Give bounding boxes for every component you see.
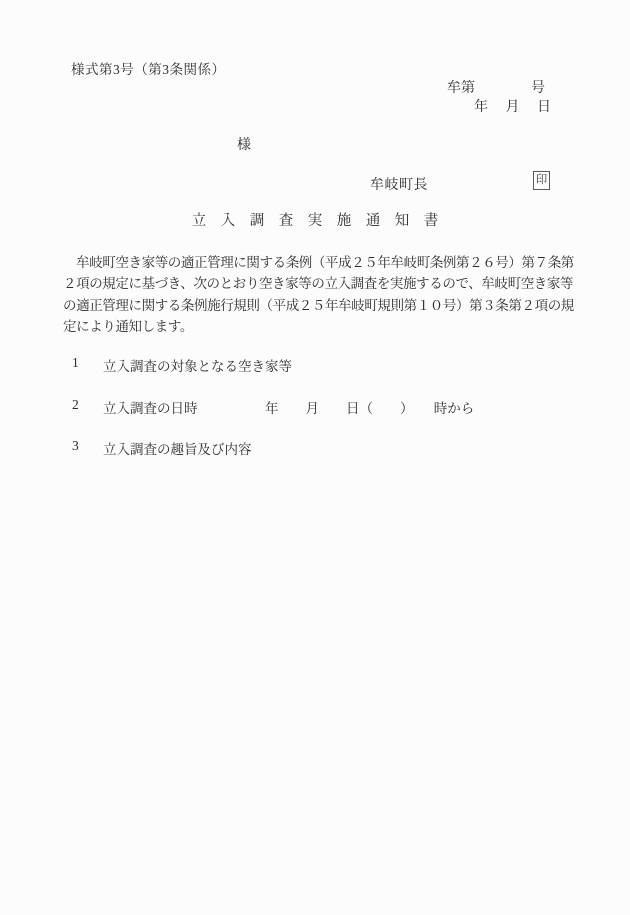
document-title: 立 入 調 査 実 施 通 知 書	[191, 213, 439, 229]
body-paragraph	[63, 252, 583, 337]
body-line: の適正管理に関する条例施行規則（平成２５年牟岐町規則第１０号）第３条第２項の規	[63, 297, 574, 313]
form-number: 様式第3号（第3条関係）	[71, 62, 226, 77]
item-number: 2	[72, 397, 79, 412]
sender-title: 牟岐町長	[370, 178, 428, 193]
list-item-inspection-datetime	[72, 397, 474, 417]
item-text: 立入調査の趣旨及び内容	[103, 442, 252, 457]
list-item-target-houses	[72, 355, 292, 375]
body-line: ２項の規定に基づき、次のとおり空き家等の立入調査を実施するので、牟岐町空き家等	[63, 276, 574, 292]
seal-stamp-icon: 印	[533, 171, 550, 190]
document-number-field: 牟第 号	[447, 81, 545, 96]
item-text: 立入調査の対象となる空き家等	[103, 359, 292, 374]
item-text: 立入調査の日時 年 月 日（ ） 時から	[103, 401, 475, 416]
body-line: 定により通知します。	[63, 318, 193, 334]
date-field: 年 月 日	[474, 100, 551, 115]
addressee-suffix: 様	[237, 138, 251, 153]
list-item-inspection-purpose	[72, 438, 252, 458]
item-number: 3	[72, 438, 79, 453]
body-line: 牟岐町空き家等の適正管理に関する条例（平成２５年牟岐町条例第２６号）第７条第	[63, 255, 574, 270]
item-number: 1	[72, 355, 79, 370]
